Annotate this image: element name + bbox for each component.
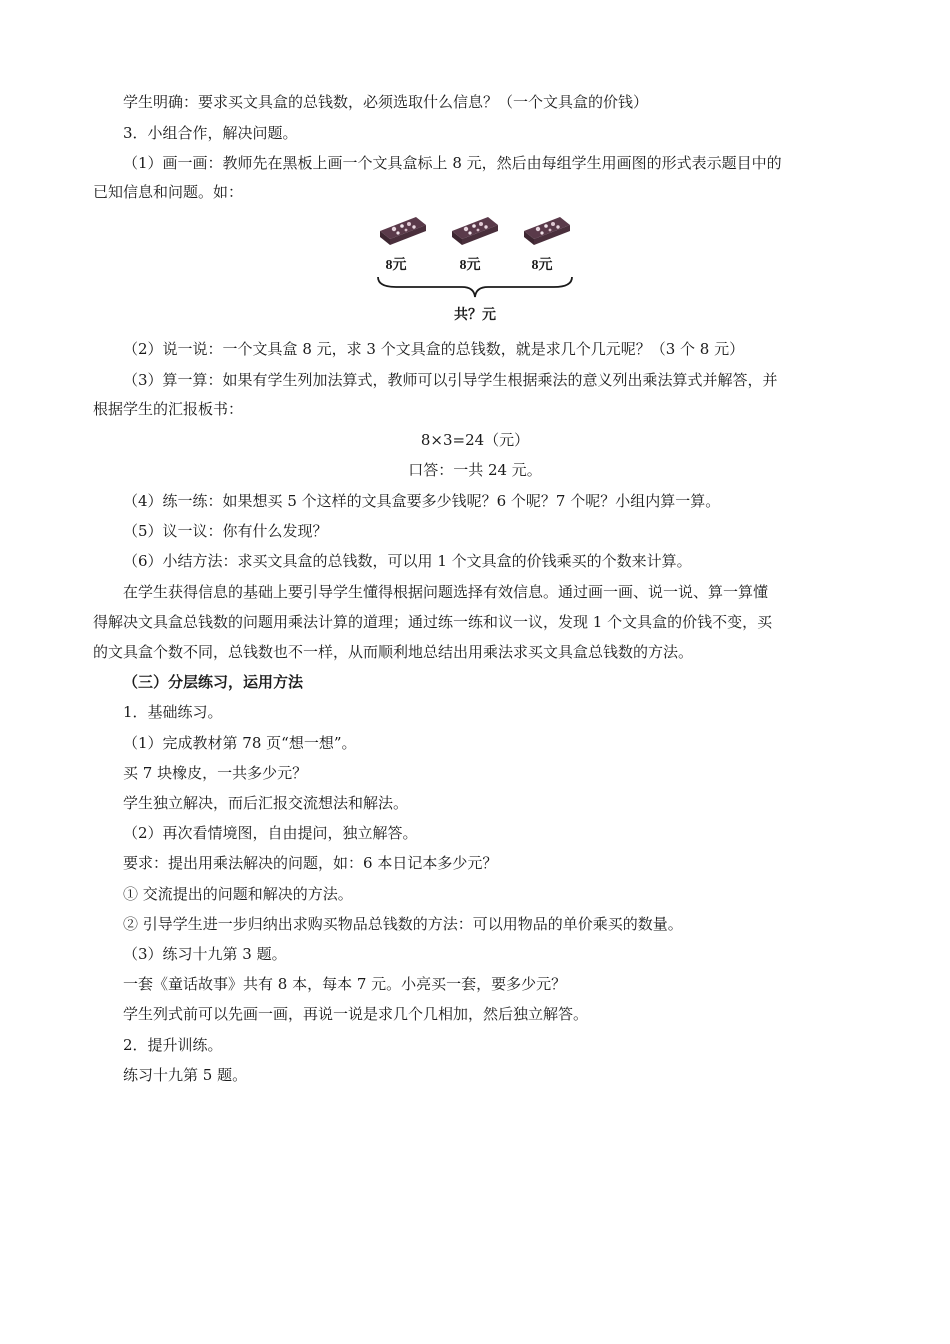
paragraph-line: 已知信息和问题。如：	[93, 183, 244, 201]
price-label: 8元	[531, 258, 553, 273]
paragraph-line: 买 7 块橡皮，一共多少元？	[123, 764, 308, 782]
paragraph-line: 根据学生的汇报板书：	[93, 400, 244, 418]
list-item: ② 引导学生进一步归纳出求购买物品总钱数的方法：可以用物品的单价乘买的数量。	[123, 915, 683, 933]
paragraph-line: （3）练习十九第 3 题。	[123, 945, 287, 963]
equation-line: 8×3=24（元）	[420, 431, 530, 449]
subsection-heading: 2．提升训练。	[123, 1036, 223, 1054]
section-heading: （三）分层练习，运用方法	[123, 673, 304, 691]
pencil-box-icon	[524, 217, 570, 245]
paragraph-line: （6）小结方法：求买文具盒的总钱数，可以用 1 个文具盒的价钱乘买的个数来计算。	[123, 552, 692, 570]
paragraph-line: 得解决文具盒总钱数的问题用乘法计算的道理；通过练一练和议一议，发现 1 个文具盒的价钱不变，买	[93, 613, 773, 631]
paragraph-line: 练习十九第 5 题。	[123, 1066, 248, 1084]
paragraph-line: 要求：提出用乘法解决的问题，如：6 本日记本多少元？	[123, 854, 498, 872]
paragraph-line: （3）算一算：如果有学生列加法算式，教师可以引导学生根据乘法的意义列出乘法算式并解答，并	[123, 371, 778, 389]
pencil-box-figure	[370, 205, 580, 330]
pencil-box-icon	[452, 217, 498, 245]
brace-shape	[378, 277, 572, 297]
price-label: 8元	[385, 258, 407, 273]
subsection-heading: 1．基础练习。	[123, 703, 223, 721]
pencil-box-diagram	[370, 205, 580, 330]
step-heading: 3．小组合作，解决问题。	[123, 124, 298, 142]
list-item: ① 交流提出的问题和解决的方法。	[123, 885, 353, 903]
paragraph-line: （2）再次看情境图，自由提问，独立解答。	[123, 824, 418, 842]
paragraph-line: （1）完成教材第 78 页“想一想”。	[123, 734, 357, 752]
paragraph-line: （4）练一练：如果想买 5 个这样的文具盒要多少钱呢？6 个呢？7 个呢？小组内算一算。	[123, 492, 721, 510]
answer-line: 口答：一共 24 元。	[408, 461, 542, 479]
paragraph-line: 在学生获得信息的基础上要引导学生懂得根据问题选择有效信息。通过画一画、说一说、算一算懂	[123, 583, 769, 601]
paragraph-line: 学生列式前可以先画一画，再说一说是求几个几相加，然后独立解答。	[123, 1005, 589, 1023]
paragraph-line: 一套《童话故事》共有 8 本，每本 7 元。小亮买一套，要多少元？	[123, 975, 567, 993]
price-label: 8元	[459, 258, 481, 273]
paragraph-line: 学生明确：要求买文具盒的总钱数，必须选取什么信息？（一个文具盒的价钱）	[123, 93, 649, 111]
paragraph-line: （5）议一议：你有什么发现？	[123, 522, 328, 540]
total-label: 共？元	[454, 308, 496, 323]
paragraph-line: 的文具盒个数不同，总钱数也不一样，从而顺利地总结出用乘法求买文具盒总钱数的方法。	[93, 643, 694, 661]
paragraph-line: （1）画一画：教师先在黑板上画一个文具盒标上 8 元，然后由每组学生用画图的形式表示题目中的	[123, 154, 782, 172]
pencil-box-icon	[380, 217, 426, 245]
paragraph-line: 学生独立解决，而后汇报交流想法和解法。	[123, 794, 409, 812]
paragraph-line: （2）说一说：一个文具盒 8 元，求 3 个文具盒的总钱数，就是求几个几元呢？（3 个 8 元）	[123, 340, 745, 358]
